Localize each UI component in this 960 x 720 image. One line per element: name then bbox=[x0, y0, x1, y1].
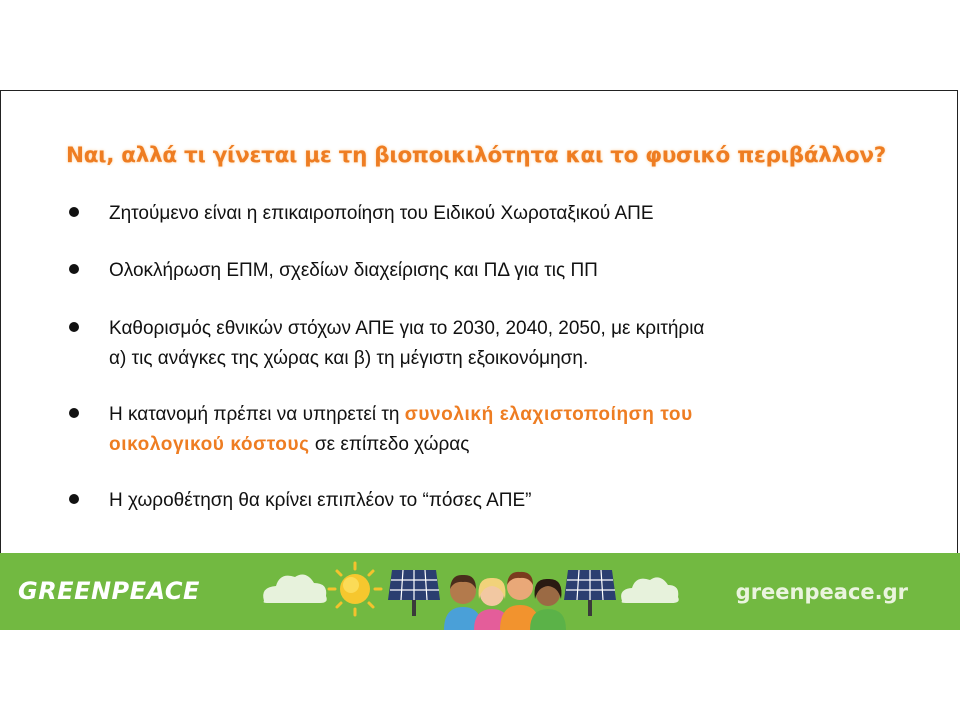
bullet-dot bbox=[69, 207, 79, 217]
solar-panel-icon bbox=[564, 570, 616, 616]
website-link[interactable]: greenpeace.gr bbox=[735, 580, 908, 604]
bullet-text-line: Καθορισμός εθνικών στόχων ΑΠΕ για το 2030, 2040, 2050, με κριτήρια bbox=[109, 318, 705, 339]
cloud-icon bbox=[621, 577, 679, 603]
highlighted-text: οικολογικού κόστους bbox=[109, 434, 310, 455]
bullet-dot bbox=[69, 322, 79, 332]
footer-illustration bbox=[250, 553, 690, 630]
bullet-text: Ολοκλήρωση ΕΠΜ, σχεδίων διαχείρισης και ΠΔ για τις ΠΠ bbox=[109, 260, 598, 281]
cloud-icon bbox=[263, 575, 327, 603]
bullet-text-line: α) τις ανάγκες της χώρας και β) τη μέγιστη εξοικονόμηση. bbox=[109, 348, 589, 369]
people-group-icon bbox=[444, 572, 566, 630]
bullet-text-segment: Η κατανομή πρέπει να υπηρετεί τη bbox=[109, 404, 405, 425]
footer-banner bbox=[0, 553, 960, 630]
bullet-text bbox=[109, 400, 889, 460]
sun-icon bbox=[329, 563, 381, 615]
bullet-dot bbox=[69, 408, 79, 418]
solar-panel-icon bbox=[388, 570, 440, 616]
bullet-text: Η χωροθέτηση θα κρίνει επιπλέον το “πόσες ΑΠΕ” bbox=[109, 490, 532, 511]
slide-title: Ναι, αλλά τι γίνεται με τη βιοποικιλότητα και το φυσικό περιβάλλον? bbox=[66, 143, 886, 168]
bullet-text bbox=[109, 314, 889, 374]
bullet-text: Ζητούμενο είναι η επικαιροποίηση του Ειδικού Χωροταξικού ΑΠΕ bbox=[109, 203, 654, 224]
bullet-dot bbox=[69, 264, 79, 274]
slide bbox=[0, 90, 958, 630]
bullet-text-segment: σε επίπεδο χώρας bbox=[309, 434, 470, 455]
greenpeace-logo: GREENPEACE bbox=[18, 577, 200, 605]
highlighted-text: συνολική ελαχιστοποίηση του bbox=[404, 404, 693, 425]
bullet-dot bbox=[69, 494, 79, 504]
